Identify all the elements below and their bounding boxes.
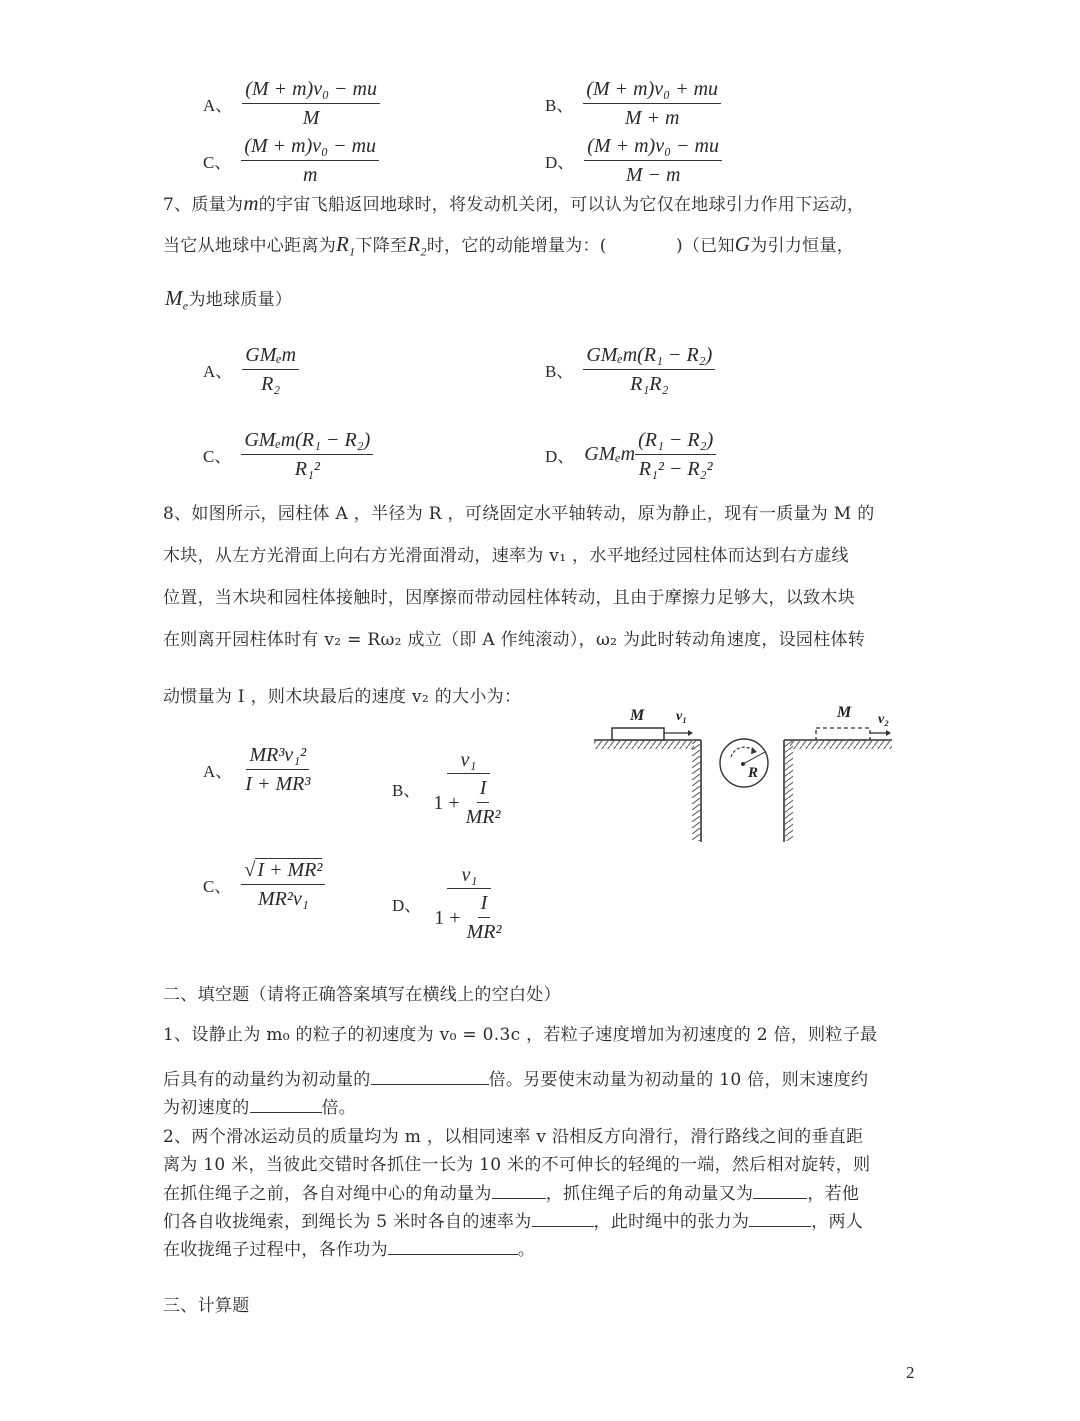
option-label: C、 bbox=[203, 447, 232, 466]
block-m-initial bbox=[612, 728, 664, 740]
denominator: m bbox=[302, 164, 318, 186]
numerator: (M + m)v₀ − mu bbox=[584, 133, 722, 161]
q7-line-2: 当它从地球中心距离为$R_1$下降至$R_2$时，它的动能增量为：( )（已知G为引力恒量， bbox=[163, 232, 855, 259]
option-label: C、 bbox=[203, 153, 232, 172]
rotation-arrow-icon bbox=[731, 747, 754, 757]
section-2-heading: 二、填空题（请将正确答案填写在横线上的空白处） bbox=[163, 985, 561, 1005]
fill-q2-line-5: 在收拢绳子过程中，各作功为 。 bbox=[163, 1240, 536, 1260]
fraction bbox=[242, 742, 313, 797]
v1-arrowhead bbox=[688, 730, 693, 736]
v2-label: v₂ bbox=[878, 712, 890, 727]
block-m-final bbox=[816, 728, 870, 740]
fraction bbox=[583, 342, 715, 397]
denominator: R₁R₂ bbox=[630, 373, 669, 395]
block-label-left: M bbox=[630, 707, 645, 724]
option-label: B、 bbox=[545, 362, 574, 381]
denominator: 1 + $\frac{I}{\text{MR²}}$ bbox=[430, 774, 506, 830]
q6-option-a bbox=[203, 76, 380, 131]
fill-q1-line-2: 后具有的动量约为初动量的 倍。另要使末动量为初动量的 10 倍，则末速度约 bbox=[163, 1070, 869, 1090]
numerator: (M + m)v₀ − mu bbox=[241, 133, 379, 161]
q7-option-b bbox=[545, 342, 715, 397]
fraction bbox=[241, 133, 379, 188]
q8-line-2: 木块，从左方光滑面上向右方光滑面滑动，速率为 v₁ ，水平地经过园柱体而达到右方虚线 bbox=[163, 546, 849, 566]
denominator: MR²v₁ bbox=[258, 888, 309, 910]
page-number: 2 bbox=[906, 1363, 915, 1382]
q7-option-a bbox=[203, 342, 299, 397]
q7-line-1: 7、质量为m的宇宙飞船返回地球时，将发动机关闭，可以认为它仅在地球引力作用下运动， bbox=[163, 191, 865, 215]
fraction bbox=[242, 76, 380, 131]
fraction bbox=[584, 133, 722, 188]
denominator: I + MR³ bbox=[245, 773, 311, 795]
fill-q1-line-3: 为初速度的 倍。 bbox=[163, 1098, 357, 1118]
fraction bbox=[241, 857, 325, 912]
fill-q2-line-4: 们各自收拢绳索，到绳长为 5 米时各自的速率为 ，此时绳中的张力为 ，两人 bbox=[163, 1212, 864, 1232]
q6-option-c bbox=[203, 133, 379, 188]
answer-blank[interactable] bbox=[371, 1068, 489, 1085]
q8-line-3: 位置，当木块和园柱体接触时，因摩擦而带动园柱体转动，且由于摩擦力足够大，以致木块 bbox=[163, 588, 855, 608]
q8-option-d bbox=[392, 862, 507, 945]
denominator: M − m bbox=[625, 164, 681, 186]
option-label: A、 bbox=[203, 362, 233, 381]
numerator: (R₁ − R₂) bbox=[635, 427, 716, 455]
coefficient: GMₑm bbox=[584, 443, 636, 465]
option-label: A、 bbox=[203, 762, 233, 781]
answer-blank[interactable] bbox=[250, 1096, 322, 1113]
q8-line-4: 在则离开园柱体时有 v₂ = Rω₂ 成立（即 A 作纯滚动），ω₂ 为此时转动角速度，设园柱体转 bbox=[163, 630, 866, 650]
q8-option-a bbox=[203, 742, 313, 797]
denominator: R₁² bbox=[294, 458, 320, 480]
option-label: A、 bbox=[203, 96, 233, 115]
q7-option-c bbox=[203, 427, 373, 482]
option-label: D、 bbox=[392, 896, 422, 915]
v2-arrowhead bbox=[886, 730, 891, 736]
q6-option-b bbox=[545, 76, 721, 131]
answer-blank[interactable] bbox=[532, 1210, 594, 1227]
option-label: D、 bbox=[545, 447, 575, 466]
block-label-right: M bbox=[837, 704, 852, 721]
numerator: (M + m)v₀ − mu bbox=[242, 76, 380, 104]
q8-option-c bbox=[203, 857, 325, 912]
denominator: R₁² − R₂² bbox=[638, 458, 713, 480]
q6-option-d bbox=[545, 133, 722, 188]
fraction bbox=[583, 76, 721, 131]
right-ledge bbox=[784, 740, 892, 842]
option-label: B、 bbox=[545, 96, 574, 115]
answer-blank[interactable] bbox=[753, 1182, 807, 1199]
fill-q2-line-3: 在抓住绳子之前，各自对绳中心的角动量为 ，抓住绳子后的角动量又为 ，若他 bbox=[163, 1184, 860, 1204]
numerator: v₁ bbox=[447, 862, 491, 889]
fraction bbox=[241, 427, 373, 482]
fill-q1-line-1: 1、设静止为 m₀ 的粒子的初速度为 v₀ = 0.3c ，若粒子速度增加为初速度的 2 倍，则粒子最 bbox=[163, 1025, 878, 1045]
numerator: MR³v₁² bbox=[246, 742, 309, 770]
cylinder-block-figure bbox=[580, 690, 910, 850]
q8-line-1: 8、如图所示，园柱体 A ，半径为 R ，可绕固定水平轴转动，原为静止，现有一质量为 M 的 bbox=[163, 504, 875, 524]
fill-q2-line-1: 2、两个滑冰运动员的质量均为 m ，以相同速率 v 沿相反方向滑行，滑行路线之间的垂直距 bbox=[163, 1127, 864, 1147]
numerator: v₁ bbox=[447, 747, 491, 774]
denominator: M bbox=[302, 107, 320, 129]
numerator: √ I + MR² bbox=[241, 857, 325, 885]
answer-blank[interactable] bbox=[492, 1182, 546, 1199]
numerator: GMₑm bbox=[242, 342, 299, 370]
q7-option-d bbox=[545, 427, 716, 482]
fraction bbox=[242, 342, 299, 397]
nested-fraction: $\frac{I}{\text{MR²}}$ bbox=[465, 777, 501, 828]
radius-label: R bbox=[748, 765, 759, 781]
numerator: GMₑm(R₁ − R₂) bbox=[583, 342, 715, 370]
left-ledge bbox=[594, 740, 701, 842]
answer-blank[interactable] bbox=[388, 1238, 518, 1255]
q8-option-b bbox=[392, 747, 507, 830]
numerator: GMₑm(R₁ − R₂) bbox=[241, 427, 373, 455]
fraction bbox=[431, 862, 507, 945]
denominator: 1 + $\frac{I}{\text{MR²}}$ bbox=[431, 889, 507, 945]
fraction bbox=[635, 427, 716, 482]
answer-blank[interactable] bbox=[749, 1210, 811, 1227]
nested-fraction: $\frac{I}{\text{MR²}}$ bbox=[466, 892, 502, 943]
denominator: M + m bbox=[624, 107, 680, 129]
fraction bbox=[430, 747, 506, 830]
option-label: C、 bbox=[203, 877, 232, 896]
section-3-heading: 三、计算题 bbox=[163, 1296, 250, 1316]
q8-line-5: 动惯量为 I ，则木块最后的速度 v₂ 的大小为： bbox=[163, 687, 522, 707]
option-label: D、 bbox=[545, 153, 575, 172]
cylinder bbox=[720, 739, 768, 787]
fill-q2-line-2: 离为 10 米，当彼此交错时各抓住一长为 10 米的不可伸长的轻绳的一端，然后相对旋转，则 bbox=[163, 1155, 871, 1175]
v1-label: v₁ bbox=[676, 709, 688, 724]
q7-line-3: $M_e$为地球质量） bbox=[165, 286, 293, 313]
denominator: R₂ bbox=[261, 373, 281, 395]
option-label: B、 bbox=[392, 781, 421, 800]
numerator: (M + m)v₀ + mu bbox=[583, 76, 721, 104]
